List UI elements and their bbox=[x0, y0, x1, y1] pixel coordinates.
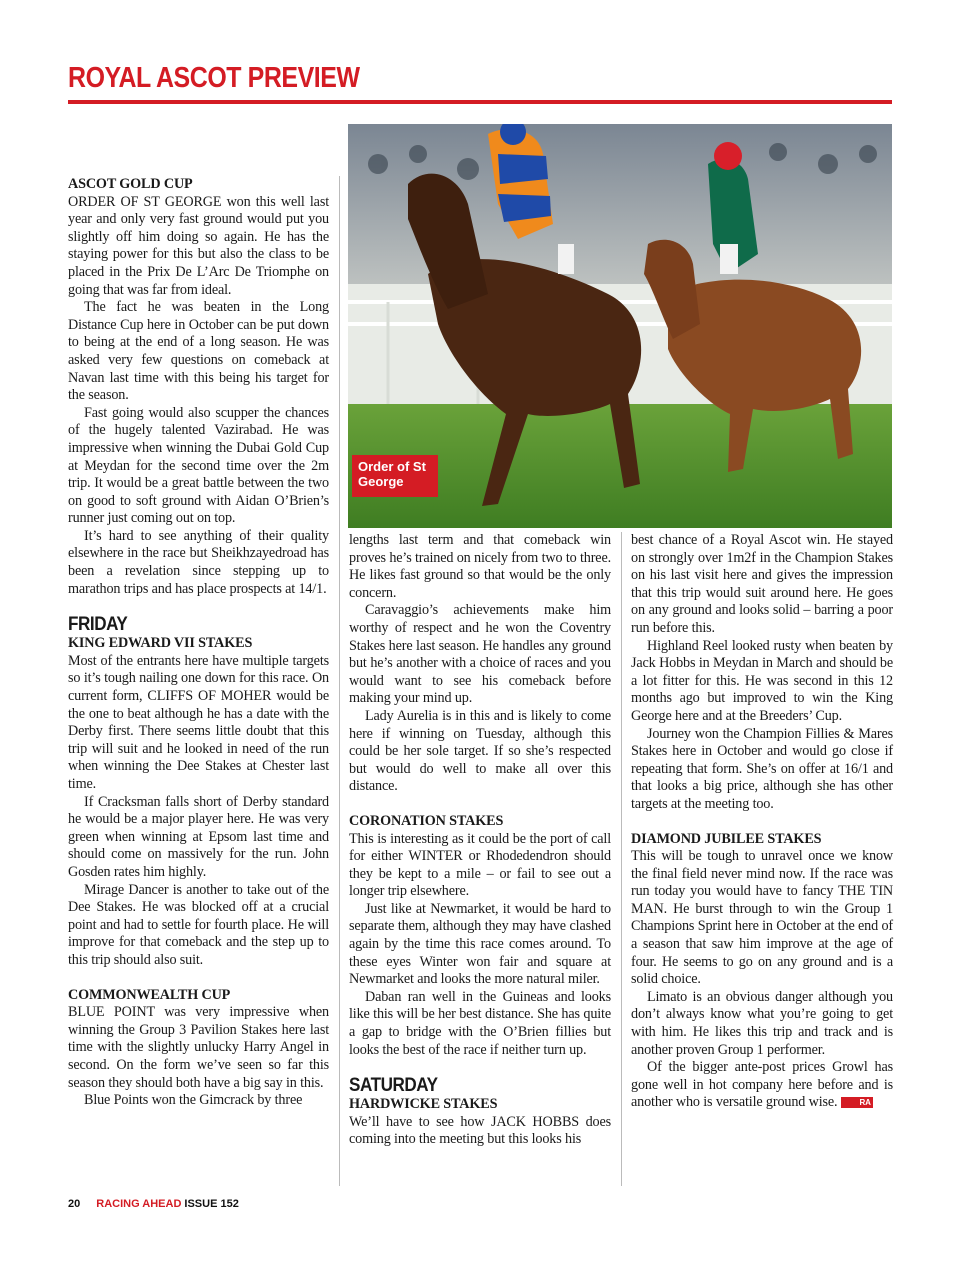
paragraph: Most of the entrants here have multiple targets so it’s tough nailing one down for this race. On current form, CLIFFS OF MOHER would be the one to beat although he has a date with the Derby first. There seems little doubt that this trip will suit and he looked in need of the run when winning the Dee Stakes at Chester last time. bbox=[68, 652, 329, 792]
paragraph: Mirage Dancer is another to take out of the Dee Stakes. He was blocked off at a crucial point and had to settle for fourth place. He will improve for that comeback and the step up to this trip should also suit. bbox=[68, 881, 329, 968]
heading-king-edward-vii-stakes: KING EDWARD VII STAKES bbox=[68, 635, 253, 652]
paragraph: Fast going would also scupper the chances of the hugely talented Vazirabad. He was impressive when winning the Dubai Gold Cup at Meydan for the second time over the 2m trip. It would be a great battle between the two on good to soft ground with Aidan O’Brien’s runner just coming out on top. bbox=[68, 404, 329, 527]
paragraph: If Cracksman falls short of Derby standard he would be a major player here. He was very green when winning at Epsom last time and should come on massively for the run. John Gosden rates him highly. bbox=[68, 793, 329, 880]
section-title: ROYAL ASCOT PREVIEW bbox=[68, 62, 360, 94]
magazine-name: RACING AHEAD bbox=[96, 1198, 182, 1210]
paragraph: Caravaggio’s achievements make him worthy of respect and he won the Coventry Stakes here last season. He handles any ground but he’s another with a choice of races and you would want to see his comeback before making your mind up. bbox=[349, 602, 611, 707]
paragraph: Blue Points won the Gimcrack by three bbox=[84, 1092, 303, 1109]
paragraph: Limato is an obvious danger although you don’t always know what you’re going to get with him. He likes this trip and track and is another proven Group 1 performer. bbox=[631, 988, 893, 1058]
paragraph: The fact he was beaten in the Long Distance Cup here in October can be put down to being at the end of a long season. He was asked very few questions on comeback at Navan last time with this being his target for the season. bbox=[68, 299, 329, 404]
paragraph: Highland Reel looked rusty when beaten by Jack Hobbs in Meydan in March and should be a lot fitter for this. He was second in this 12 months ago but improved to win the King George here and at the Breeders’ Cup. bbox=[631, 637, 893, 724]
paragraph-text: Of the bigger ante-post prices Growl has gone well in hot company here before and is another who is versatile ground wise. bbox=[631, 1059, 893, 1111]
paragraph: We’ll have to see how JACK HOBBS does coming into the meeting but this looks his bbox=[349, 1113, 611, 1148]
paragraph: Journey won the Champion Fillies & Mares Stakes here in October and would go close if repeating that form. She’s on offer at 16/1 and that looks a big price, although she has other targets at the meeting too. bbox=[631, 725, 893, 812]
page-footer bbox=[68, 1198, 239, 1210]
paragraph: Daban ran well in the Guineas and looks like this will be her best distance. She has quite a gap to bridge with the O’Brien fillies but looks the best of the race if neither turn up. bbox=[349, 988, 611, 1058]
paragraph: It’s hard to see anything of their quality elsewhere in the race but Sheikhzayedroad has been a revelation since stepping up to marathon trips and has place prospects at 14/1. bbox=[68, 527, 329, 597]
heading-diamond-jubilee-stakes: DIAMOND JUBILEE STAKES bbox=[631, 830, 822, 847]
paragraph-final bbox=[631, 1059, 893, 1112]
column-3 bbox=[631, 532, 893, 1112]
heading-coronation-stakes: CORONATION STAKES bbox=[349, 812, 504, 829]
column-2 bbox=[349, 532, 611, 1149]
column-divider-left bbox=[339, 176, 340, 1186]
day-heading-saturday: SATURDAY bbox=[349, 1075, 438, 1097]
paragraph: Just like at Newmarket, it would be hard to separate them, although they may have clashed again by the time this race comes around. To these eyes Winter won fair and square at Newmarket and looks the more natural miler. bbox=[349, 900, 611, 988]
paragraph: BLUE POINT was very impressive when winning the Group 3 Pavilion Stakes here last time with the slightly unlucky Harry Angel in second. On the form we’ve seen so far this season they should both have a big say in this. bbox=[68, 1004, 329, 1091]
title-rule bbox=[68, 100, 892, 104]
heading-hardwicke-stakes: HARDWICKE STAKES bbox=[349, 1096, 498, 1113]
heading-commonwealth-cup: COMMONWEALTH CUP bbox=[68, 986, 231, 1003]
paragraph: lengths last term and that comeback win proves he’s trained on nicely from two to three. He likes fast ground so that would be the only concern. bbox=[349, 532, 611, 601]
photo-caption: Order of St George bbox=[352, 455, 438, 497]
heading-ascot-gold-cup: ASCOT GOLD CUP bbox=[68, 176, 193, 192]
day-heading-friday: FRIDAY bbox=[68, 614, 128, 636]
issue-number: ISSUE 152 bbox=[184, 1198, 239, 1210]
paragraph: This is interesting as it could be the port of call for either WINTER or Rhodedendron should they be kept to a mile – or fail to see out a longer trip elsewhere. bbox=[349, 830, 611, 900]
column-divider-right bbox=[621, 532, 622, 1186]
page-number: 20 bbox=[68, 1198, 81, 1210]
column-1 bbox=[68, 176, 329, 1110]
paragraph: This will be tough to unravel once we know the final field never mind now. If the race was run today you would have to fancy THE TIN MAN. He burst through to win the Group 1 Champions Sprint here in October at the end of a season that saw him improve at the age of four. He seems to go on any ground and is a solid choice. bbox=[631, 848, 893, 988]
paragraph: ORDER OF ST GEORGE won this well last year and only very fast ground would put you slightly off him doing so again. He has the staying power for this but also the class to be placed in the Prix De L’Arc De Triomphe on going that was far from ideal. bbox=[68, 193, 329, 298]
end-mark-icon: RA bbox=[841, 1097, 872, 1108]
paragraph: Lady Aurelia is in this and is likely to come here if winning on Tuesday, although this could be her sole target. If so she’s respected but would do well to make all over this distance. bbox=[349, 707, 611, 795]
paragraph: best chance of a Royal Ascot win. He stayed on strongly over 1m2f in the Champion Stakes on his last visit here and gives the impression that this trip would suit around here. He goes on any ground and looks solid – barring a poor run before this. bbox=[631, 532, 893, 636]
